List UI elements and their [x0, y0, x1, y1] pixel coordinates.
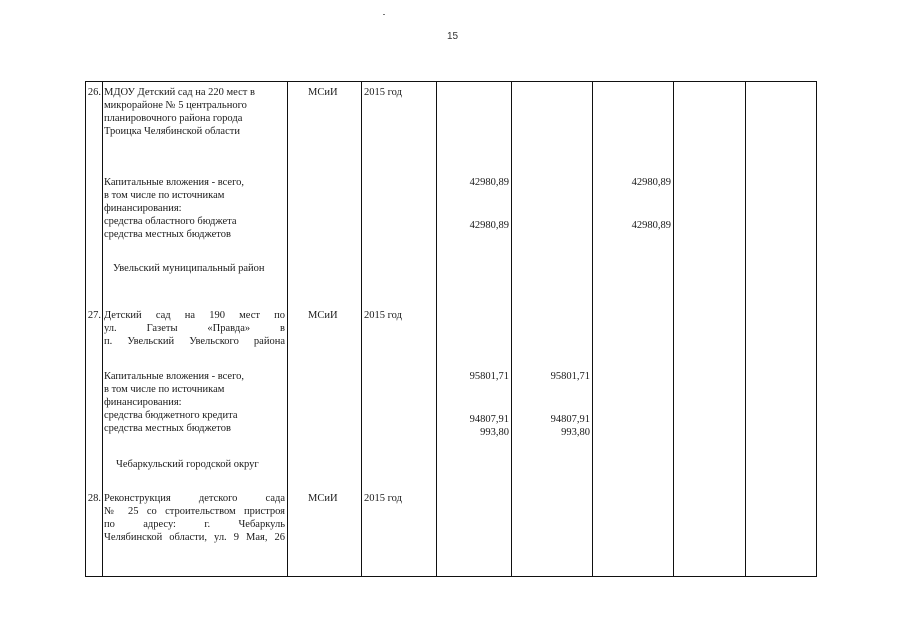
value-total: 993,80	[480, 427, 509, 438]
value-col6: 42980,89	[631, 220, 671, 231]
value-col5: 94807,91	[550, 414, 590, 425]
value-col5: 993,80	[561, 427, 590, 438]
page-number: 15	[446, 31, 459, 42]
column-divider	[102, 81, 103, 577]
object-title: МДОУ Детский сад на 220 мест в микрорайоне № 5 центрального планировочного района города Троицка Челябинской области	[104, 87, 255, 137]
responsible-org: МСиИ	[308, 310, 338, 321]
region-heading: Увельский муниципальный район	[113, 263, 265, 274]
year: 2015 год	[364, 310, 402, 321]
row-number: 28.	[87, 493, 101, 504]
column-divider	[673, 81, 674, 577]
column-divider	[436, 81, 437, 577]
column-divider	[511, 81, 512, 577]
column-divider	[592, 81, 593, 577]
row-number: 27.	[87, 310, 101, 321]
column-divider	[287, 81, 288, 577]
object-title: Детский сад на 190 мест по ул. Газеты «Правда» в п. Увельский Увельского района	[104, 310, 285, 347]
value-total: 94807,91	[469, 414, 509, 425]
region-heading: Чебаркульский городской округ	[116, 459, 259, 470]
value-col5: 95801,71	[550, 371, 590, 382]
year: 2015 год	[364, 87, 402, 98]
year: 2015 год	[364, 493, 402, 504]
scan-mark	[383, 14, 385, 15]
value-total: 42980,89	[469, 177, 509, 188]
column-divider	[361, 81, 362, 577]
value-col6: 42980,89	[631, 177, 671, 188]
object-title: Реконструкция детского сада № 25 со строительством пристроя по адресу: г. Чебаркуль Челябинской области, ул. 9 Мая, 26	[104, 493, 285, 543]
row-number: 26.	[87, 87, 101, 98]
value-total: 95801,71	[469, 371, 509, 382]
finance-label: Капитальные вложения - всего, в том числе по источникам финансирования: средства бюджетного кредита средства местных бюджетов	[104, 371, 244, 434]
finance-label: Капитальные вложения - всего, в том числе по источникам финансирования: средства областного бюджета средства местных бюджетов	[104, 177, 244, 240]
value-total: 42980,89	[469, 220, 509, 231]
responsible-org: МСиИ	[308, 493, 338, 504]
responsible-org: МСиИ	[308, 87, 338, 98]
column-divider	[745, 81, 746, 577]
